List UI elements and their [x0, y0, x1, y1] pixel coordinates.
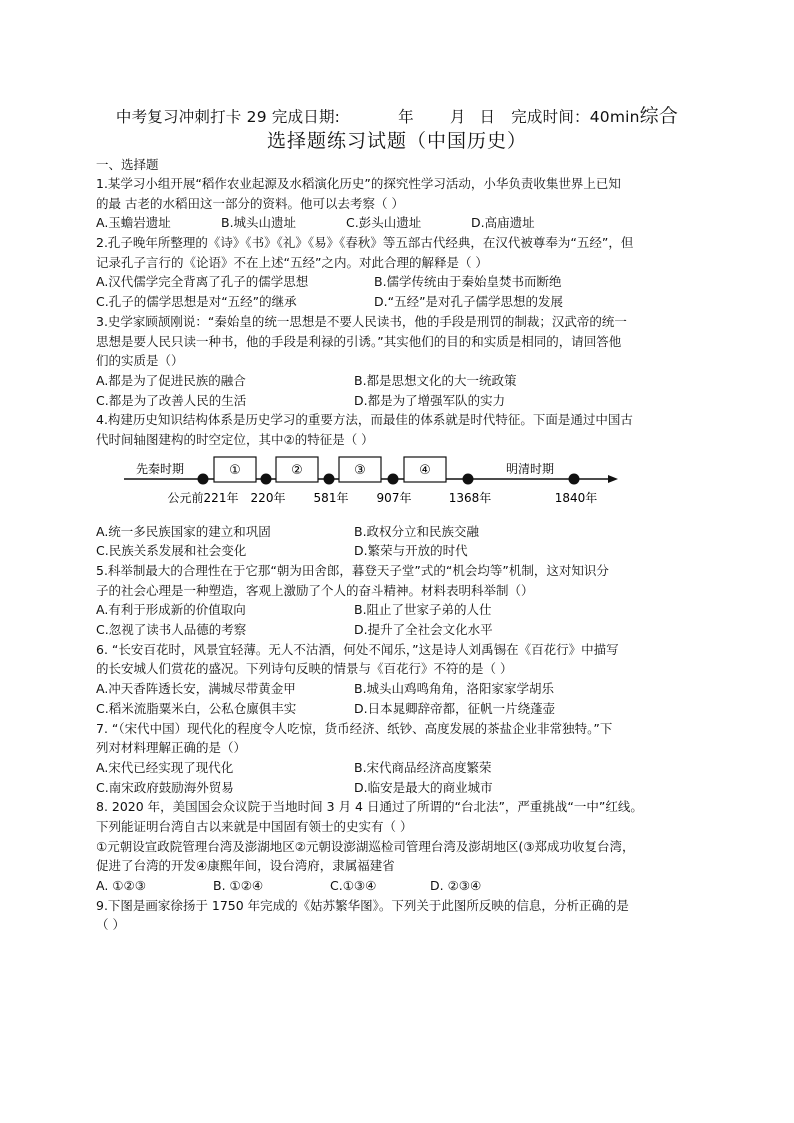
option-d: D.日本晁卿辞帝都，征帆一片绕蓬壶 — [354, 700, 556, 716]
question-text: 们的实质是（） — [96, 353, 184, 369]
header-title-tail: 综合 — [639, 105, 679, 127]
question-4 — [96, 410, 699, 561]
option-a: A.汉代儒学完全背离了孔子的儒学思想 — [96, 274, 309, 290]
options-row — [96, 213, 699, 233]
options-row — [96, 391, 699, 411]
timeline-tick-label: 1840年 — [554, 490, 598, 505]
timeline-tick-label: 1368年 — [448, 490, 492, 505]
option-c: C.都是为了改善人民的生活 — [96, 392, 247, 408]
timeline-box-3-label: ③ — [354, 462, 366, 478]
question-1 — [96, 174, 699, 233]
option-d: D.“五经”是对孔子儒学思想的发展 — [374, 294, 564, 310]
question-6 — [96, 640, 699, 719]
question-text: 下列能证明台湾自古以来就是中国固有领士的史实有（ ） — [96, 818, 413, 834]
option-a: A.宋代已经实现了现代化 — [96, 759, 234, 775]
question-text: 思想是要人民只读一种书，他的手段是利禄的引诱。”其实他们的目的和实质是相同的，请回答他 — [96, 333, 622, 349]
option-c: C.孔子的儒学思想是对“五经”的继承 — [96, 294, 297, 310]
timeline-tick-label: 公元前221年 — [167, 490, 239, 505]
options-row — [96, 522, 699, 542]
timeline-dot — [569, 473, 580, 484]
question-text: 8. 2020 年，美国国会众议院于当地时间 3 月 4 日通过了所谓的“台北法”，严重挑战“一中”红线。 — [96, 799, 643, 815]
question-7 — [96, 719, 699, 798]
option-c: C.彭头山遗址 — [346, 215, 422, 231]
options-row — [96, 758, 699, 778]
section-heading: 一、选择题 — [96, 157, 159, 172]
question-text: 7. “（宋代中国）现代化的程度令人吃惊，货币经济、纸钞、高度发展的茶盐企业非常独特。”下 — [96, 720, 613, 736]
question-3 — [96, 312, 699, 410]
option-b: B.政权分立和民族交融 — [354, 523, 480, 539]
question-2 — [96, 233, 699, 312]
header-prefix: 中考复习冲刺打卡 29 完成日期: — [115, 108, 341, 126]
options-row — [96, 371, 699, 391]
option-c: C.①③④ — [330, 878, 377, 893]
question-8 — [96, 797, 699, 895]
timeline-dot — [324, 473, 335, 484]
timeline-tick-label: 220年 — [250, 490, 286, 505]
option-d: D.都是为了增强军队的实力 — [354, 392, 506, 408]
option-b: B.儒学传统由于秦始皇焚书而断绝 — [374, 274, 562, 290]
options-row — [96, 272, 699, 292]
options-row — [96, 600, 699, 620]
option-a: A.统一多民族国家的建立和巩固 — [96, 523, 271, 539]
options-row — [96, 292, 699, 312]
header-year: 年 — [398, 108, 414, 126]
question-9 — [96, 896, 699, 935]
timeline-svg — [96, 454, 699, 520]
timeline-box-2-label: ② — [291, 462, 303, 478]
timeline-tick-label: 907年 — [376, 490, 412, 505]
question-list — [96, 174, 699, 935]
option-a: A. ①②③ — [96, 878, 146, 893]
header-month: 月 — [449, 108, 466, 126]
option-a: A.有利于形成新的价值取向 — [96, 602, 246, 618]
option-d: D.繁荣与开放的时代 — [354, 543, 468, 559]
option-d: D. ②③④ — [430, 878, 482, 893]
question-5 — [96, 561, 699, 640]
header-line — [0, 101, 794, 128]
option-b: B. ①②④ — [213, 878, 264, 893]
option-b: B.都是思想文化的大一统政策 — [354, 372, 517, 388]
option-b: B.宋代商品经济高度繁荣 — [354, 759, 492, 775]
timeline-dot — [463, 473, 474, 484]
timeline-arrow — [608, 475, 618, 483]
options-row — [96, 679, 699, 699]
option-d: D.高庙遗址 — [471, 215, 535, 231]
option-b: B.城头山鸡鸣角角，洛阳家家学胡乐 — [354, 681, 555, 697]
option-a: A.玉蟾岩遗址 — [96, 215, 171, 231]
question-text: 子的社会心理是一种塑造，客观上激励了个人的奋斗精神。材料表明科举制（） — [96, 582, 534, 598]
options-row — [96, 620, 699, 640]
timeline-dot — [388, 473, 399, 484]
question-text: 3.史学家顾颉刚说：“秦始皇的统一思想是不要人民读书，他的手段是刑罚的制裁；汉武帝的统一 — [96, 313, 627, 329]
option-a: A.都是为了促进民族的融合 — [96, 372, 246, 388]
header-day: 日 — [479, 108, 496, 126]
question-text: 促进了台湾的开发④康熙年间，设台湾府，隶属福建省 — [96, 858, 395, 874]
timeline-dot — [261, 473, 272, 484]
question-text: 4.构建历史知识结构体系是历史学习的重要方法，而最佳的体系就是时代特征。下面是通过中国古 — [96, 412, 633, 428]
timeline-box-1-label: ① — [229, 462, 241, 478]
option-d: D.提升了全社会文化水平 — [354, 622, 493, 638]
option-c: C.南宋政府鼓励海外贸易 — [96, 779, 234, 795]
options-row — [96, 778, 699, 798]
timeline-right-label: 明清时期 — [506, 461, 555, 476]
options-row — [96, 699, 699, 719]
question-text: 代时间轴图建构的时空定位，其中②的特征是（ ） — [96, 431, 374, 447]
option-b: B.阻止了世家子弟的人仕 — [354, 602, 492, 618]
question-text: 2.孔子晚年所整理的《诗》《书》《礼》《易》《春秋》等五部古代经典，在汉代被尊奉为“五经”，但 — [96, 235, 634, 251]
question-text: 6. “长安百花时，风景宜轻薄。无人不沽酒，何处不闻乐，”这是诗人刘禹锡在《百花行》中描写 — [96, 641, 619, 657]
question-text: 9.下图是画家徐扬于 1750 年完成的《姑苏繁华图》。下列关于此图所反映的信息，分析正确的是 — [96, 897, 629, 913]
question-text: 列对材料理解正确的是（） — [96, 740, 247, 756]
option-d: D.临安是最大的商业城市 — [354, 779, 493, 795]
option-a: A.冲天香阵透长安，满城尽带黄金甲 — [96, 681, 296, 697]
question-text: 记录孔子言行的《论语》不在上述“五经”之内。对此合理的解释是（ ） — [96, 254, 488, 270]
question-text: 1.某学习小组开展“稻作农业起源及水稻演化历史”的探究性学习活动，小华负责收集世界上已知 — [96, 176, 621, 191]
options-row — [96, 876, 699, 896]
question-text: ①元朝设宣政院管理台湾及澎湖地区②元朝设澎湖巡检司管理台湾及澎胡地区(③郑成功收复台湾， — [96, 838, 635, 854]
option-c: C.忽视了读书人品德的考察 — [96, 622, 247, 638]
option-b: B.城头山遗址 — [221, 215, 297, 231]
question-text: 的长安城人们赏花的盛况。下列诗句反映的情景与《百花行》不符的是（ ） — [96, 661, 513, 677]
timeline-diagram — [96, 454, 699, 520]
question-text: 5.科举制最大的合理性在于它那“朝为田舍郎，暮登天子堂”式的“机会均等”机制，这对知识分 — [96, 563, 609, 578]
timeline-dot — [198, 473, 209, 484]
question-text: （ ） — [96, 917, 125, 933]
timeline-tick-label: 581年 — [313, 490, 349, 505]
timeline-box-4-label: ④ — [419, 462, 431, 478]
option-c: C.稻米流脂粟米白，公私仓廪俱丰实 — [96, 700, 297, 716]
question-text: 的最 古老的水稻田这一部分的资料。他可以去考察（ ） — [96, 195, 404, 211]
options-row — [96, 541, 699, 561]
page-title: 选择题练习试题（中国历史） — [266, 130, 527, 152]
option-c: C.民族关系发展和社会变化 — [96, 543, 247, 559]
header-time-label: 完成时间：40min — [511, 108, 640, 126]
timeline-left-label: 先秦时期 — [136, 461, 185, 476]
